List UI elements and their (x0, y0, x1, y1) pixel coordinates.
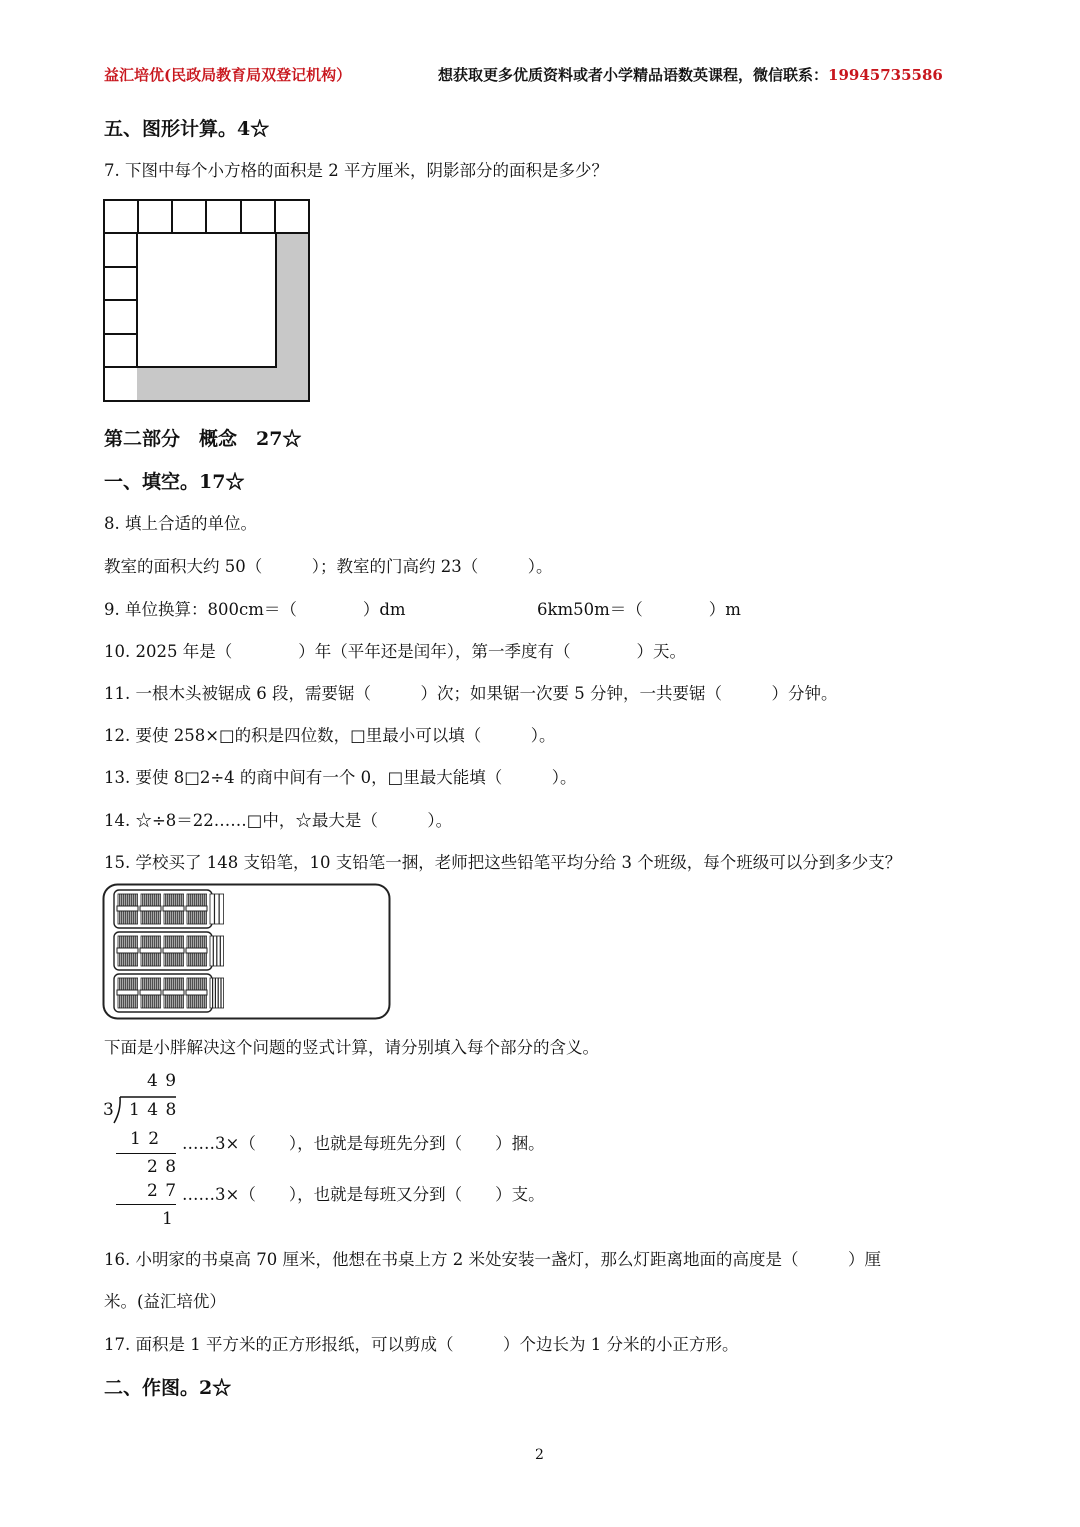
question-8-line: 教室的面积大约 50（ ）；教室的门高约 23（ ）。 (104, 557, 553, 576)
grid-figure (103, 199, 311, 403)
pencil-bundle (163, 936, 184, 966)
pencil-bundles-figure (102, 883, 392, 1021)
section1-title: 一、填空。17☆ (104, 471, 245, 493)
question-9b: 6km50m＝（ ）m (537, 600, 741, 619)
division-divisor: 3 (103, 1100, 114, 1120)
pencil-bundle (140, 894, 161, 924)
question-7: 7. 下图中每个小方格的面积是 2 平方厘米，阴影部分的面积是多少？ (104, 161, 608, 180)
pencil-bundle (140, 978, 161, 1008)
page-number: 2 (535, 1447, 544, 1463)
pencil-bundle (163, 894, 184, 924)
pencil-bundle (163, 978, 184, 1008)
question-11: 11. 一根木头被锯成 6 段，需要锯（ ）次；如果锯一次要 5 分钟，一共要锯（ ）分钟。 (104, 684, 838, 703)
pencil-bundle (117, 894, 138, 924)
question-15-sub: 下面是小胖解决这个问题的竖式计算，请分别填入每个部分的含义。 (104, 1038, 599, 1057)
pencil-bundle (186, 978, 207, 1008)
pencil-bundle (186, 894, 207, 924)
shaded-region (137, 233, 309, 401)
header-contact-text: 想获取更多优质资料或者小学精品语数英课程，微信联系： (438, 66, 829, 84)
section2-title: 二、作图。2☆ (104, 1377, 232, 1399)
division-step2-note: ……3×（ ），也就是每班又分到（ ）支。 (182, 1185, 545, 1204)
division-step1-note: ……3×（ ），也就是每班先分到（ ）捆。 (182, 1134, 545, 1153)
header-org: 益汇培优(民政局教育局双登记机构） (104, 66, 352, 84)
division-step1: 1 2 (130, 1129, 161, 1149)
division-line-2 (116, 1204, 176, 1205)
loose-pencils (210, 894, 224, 924)
pencil-bundle (117, 936, 138, 966)
question-8: 8. 填上合适的单位。 (104, 514, 257, 533)
question-12: 12. 要使 258×□的积是四位数，□里最小可以填（ ）。 (104, 726, 556, 745)
question-10: 10. 2025 年是（ ）年（平年还是闰年），第一季度有（ ）天。 (104, 642, 686, 661)
question-16-line1: 16. 小明家的书桌高 70 厘米，他想在书桌上方 2 米处安装一盏灯，那么灯距离地面的高度是（ ）厘 (104, 1250, 881, 1269)
pencil-bundle (186, 936, 207, 966)
question-17: 17. 面积是 1 平方米的正方形报纸，可以剪成（ ）个边长为 1 分米的小正方形。 (104, 1335, 739, 1354)
inner-white-square (137, 233, 276, 367)
question-15: 15. 学校买了 148 支铅笔，10 支铅笔一捆，老师把这些铅笔平均分给 3 个班级，每个班级可以分到多少支？ (104, 853, 902, 872)
division-line-1 (116, 1153, 176, 1154)
section5-title: 五、图形计算。4☆ (104, 118, 270, 140)
division-step2: 2 7 (147, 1181, 178, 1201)
question-13: 13. 要使 8□2÷4 的商中间有一个 0，□里最大能填（ ）。 (104, 768, 577, 787)
loose-pencils (210, 978, 224, 1008)
pencil-bundle (117, 978, 138, 1008)
division-dividend: 1 4 8 (129, 1100, 178, 1120)
header-contact (438, 64, 943, 85)
division-remainder-2: 1 (162, 1209, 173, 1229)
question-16-line2: 米。(益汇培优） (104, 1292, 226, 1311)
question-9a: 9. 单位换算：800cm＝（ ）dm (104, 600, 406, 619)
question-14: 14. ☆÷8＝22……□中，☆最大是（ ）。 (104, 811, 453, 830)
loose-pencils (210, 936, 224, 966)
division-remainder-1: 2 8 (147, 1157, 178, 1177)
part2-title: 第二部分 概念 27☆ (104, 428, 302, 450)
pencil-bundle (140, 936, 161, 966)
division-quotient: 4 9 (147, 1071, 178, 1091)
header-phone: 19945735586 (828, 66, 943, 84)
